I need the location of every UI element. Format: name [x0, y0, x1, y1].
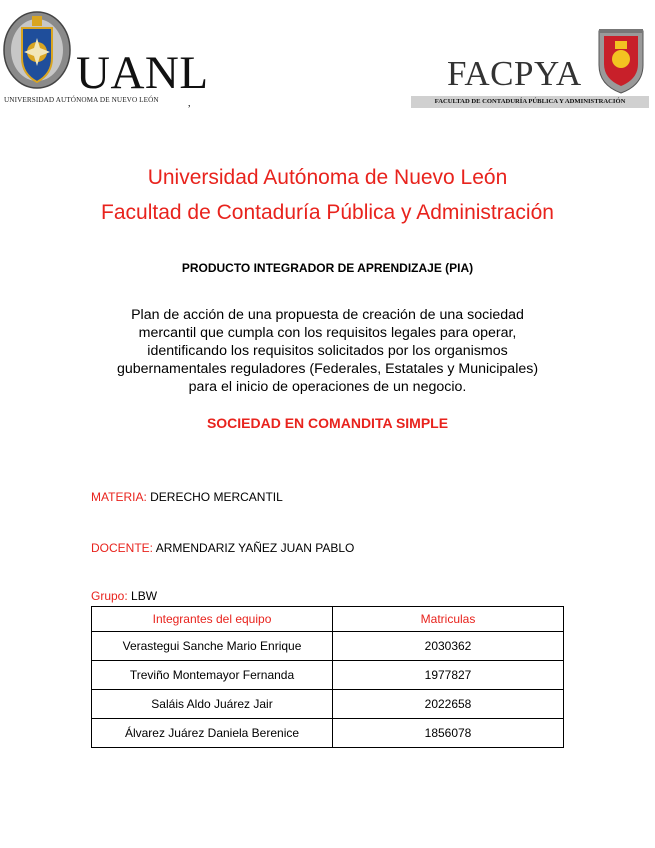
- docente-field: [91, 541, 354, 555]
- description-line: Plan de acción de una propuesta de creación de una sociedad: [131, 307, 524, 323]
- facpya-subtitle: FACULTAD DE CONTADURÍA PÚBLICA Y ADMINISTRACIÓN: [434, 98, 626, 105]
- table-header-row: [92, 607, 564, 632]
- table-row: [92, 719, 564, 748]
- materia-label: MATERIA:: [91, 490, 147, 504]
- project-description: [97, 306, 558, 396]
- table-row: [92, 632, 564, 661]
- facpya-wordmark: FACPYA: [447, 54, 582, 93]
- materia-value: DERECHO MERCANTIL: [150, 490, 283, 504]
- document-type-heading: PRODUCTO INTEGRADOR DE APRENDIZAJE (PIA): [181, 261, 474, 275]
- grupo-value: LBW: [131, 589, 158, 603]
- facpya-shield-logo: [593, 27, 649, 95]
- member-matricula: 1856078: [333, 719, 564, 748]
- header-matriculas: Matriculas: [333, 607, 564, 632]
- company-type-heading: SOCIEDAD EN COMANDITA SIMPLE: [206, 415, 449, 431]
- description-line: mercantil que cumpla con los requisitos legales para operar,: [138, 325, 517, 341]
- member-matricula: 2030362: [333, 632, 564, 661]
- uanl-trailing-mark: ,: [188, 98, 191, 109]
- description-line: gubernamentales reguladores (Federales, Estatales y Municipales): [116, 361, 539, 377]
- uanl-seal-logo: [2, 8, 72, 96]
- uanl-wordmark: UANL: [76, 47, 209, 99]
- member-matricula: 1977827: [333, 661, 564, 690]
- faculty-title: Facultad de Contaduría Pública y Administración: [101, 201, 554, 224]
- uanl-subtitle: UNIVERSIDAD AUTÓNOMA DE NUEVO LEÓN: [4, 96, 159, 104]
- table-row: [92, 661, 564, 690]
- description-line: para el inicio de operaciones de un negocio.: [188, 379, 467, 395]
- grupo-field: [91, 589, 157, 603]
- grupo-label: Grupo:: [91, 589, 128, 603]
- member-name: Álvarez Juárez Daniela Berenice: [92, 719, 333, 748]
- team-table: [91, 606, 564, 748]
- table-row: [92, 690, 564, 719]
- docente-value: ARMENDARIZ YAÑEZ JUAN PABLO: [155, 541, 355, 555]
- description-line: identificando los requisitos solicitados por los organismos: [147, 343, 508, 359]
- docente-label: DOCENTE:: [91, 541, 154, 555]
- member-name: Treviño Montemayor Fernanda: [92, 661, 333, 690]
- member-name: Verastegui Sanche Mario Enrique: [92, 632, 333, 661]
- university-title: Universidad Autónoma de Nuevo León: [147, 166, 508, 189]
- member-name: Saláis Aldo Juárez Jair: [92, 690, 333, 719]
- member-matricula: 2022658: [333, 690, 564, 719]
- materia-field: [91, 490, 283, 504]
- header-integrantes: Integrantes del equipo: [92, 607, 333, 632]
